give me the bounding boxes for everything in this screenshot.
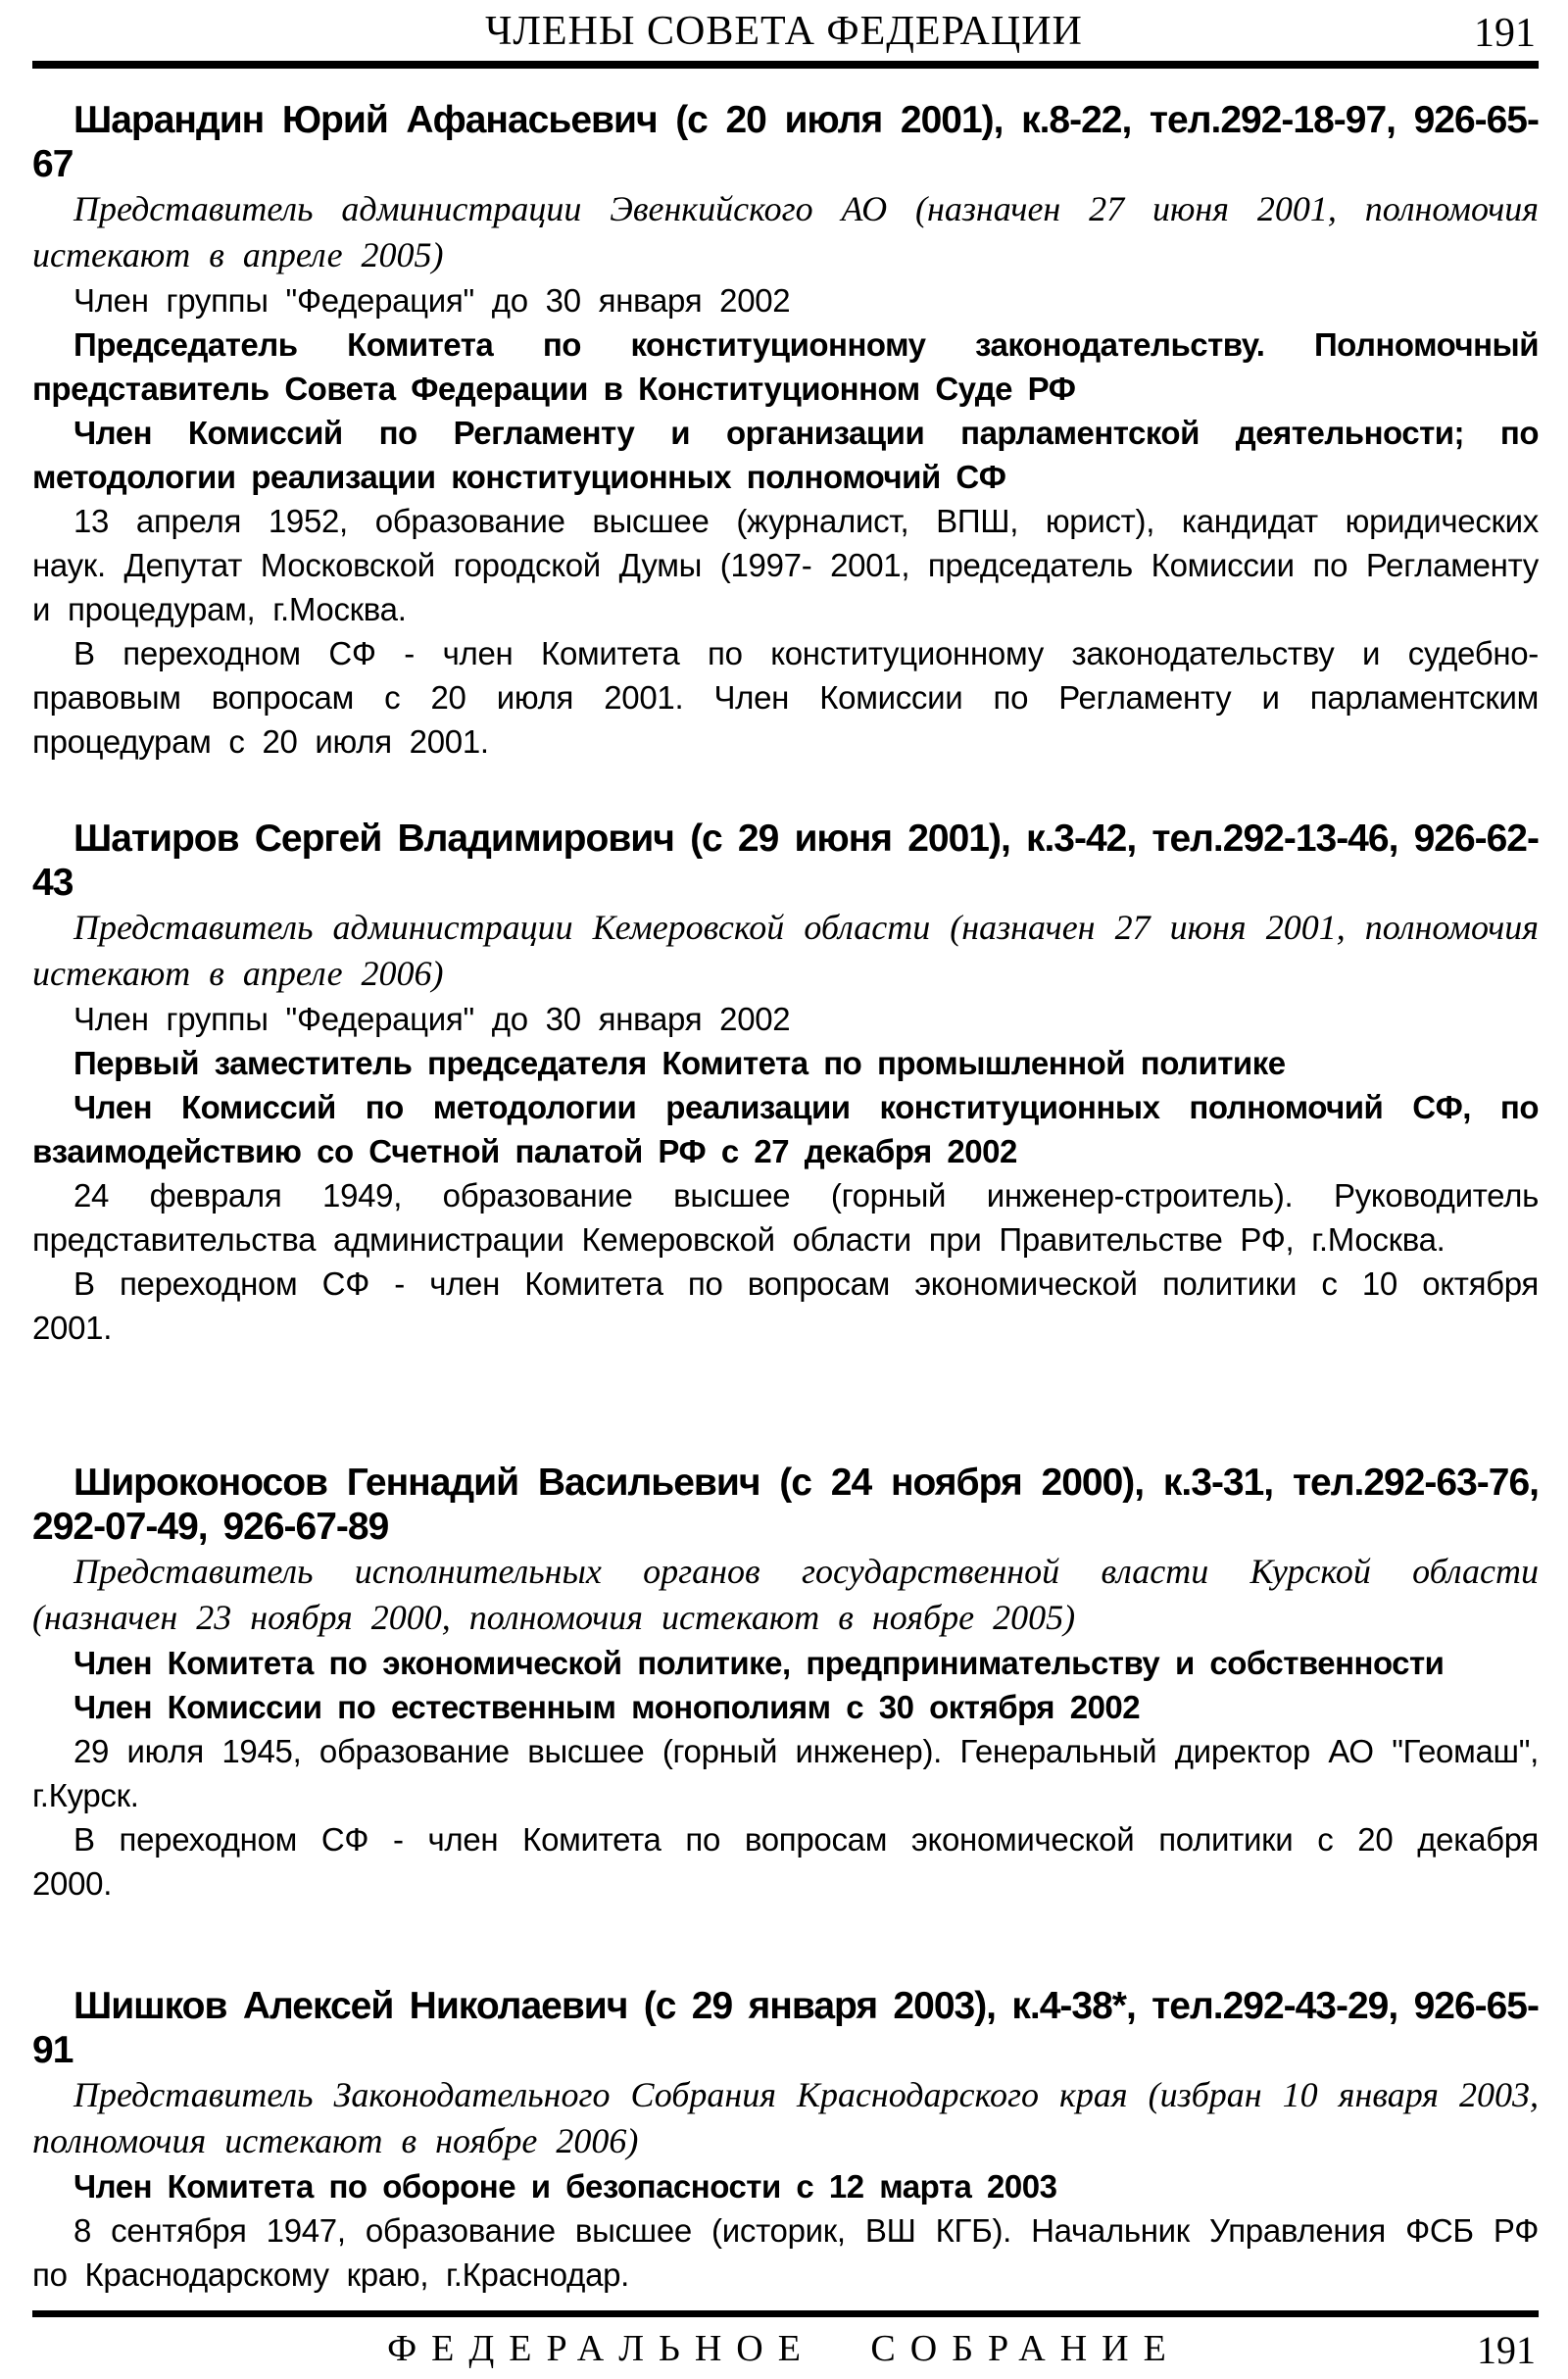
entry-paragraph-bold: Первый заместитель председателя Комитета по промышленной политике xyxy=(74,1045,1286,1081)
member-entry xyxy=(32,98,1539,764)
entry-paragraph-bold: Член Комиссий по Регламенту и организации парламентской деятельности; по методологии реализации конституционных полномочий СФ xyxy=(32,415,1539,495)
entry-paragraph-regular: В переходном СФ - член Комитета по конституционному законодательству и судебно-правовым вопросам с 20 июля 2001. Член Комиссии по Регламенту и парламентским процедурам с 20 июля 2001. xyxy=(32,635,1539,760)
running-header-title: ЧЛЕНЫ СОВЕТА ФЕДЕРАЦИИ xyxy=(485,9,1083,54)
entry-paragraph-regular: 24 февраля 1949, образование высшее (горный инженер-строитель). Руководитель представительства администрации Кемеровской области при Правительстве РФ, г.Москва. xyxy=(32,1177,1539,1258)
entry-paragraph-regular: Член группы "Федерация" до 30 января 2002 xyxy=(74,1001,791,1037)
member-name-heading: Широконосов Геннадий Васильевич (с 24 ноября 2000), к.3-31, тел.292-63-76, 292-07-49, 926-67-89 xyxy=(32,1462,1539,1548)
entry-paragraph-regular: В переходном СФ - член Комитета по вопросам экономической политики с 10 октября 2001. xyxy=(32,1265,1539,1346)
member-entry xyxy=(32,1461,1539,1906)
entry-paragraph-regular: 13 апреля 1952, образование высшее (журналист, ВПШ, юрист), кандидат юридических наук. Депутат Московской городской Думы (1997- 2001, председатель Комиссии по Регламенту и процедурам, г.Москва. xyxy=(32,503,1539,627)
entry-paragraph-regular: Член группы "Федерация" до 30 января 2002 xyxy=(74,282,791,319)
member-name-heading: Шарандин Юрий Афанасьевич (с 20 июля 2001), к.8-22, тел.292-18-97, 926-65-67 xyxy=(32,99,1539,185)
entry-paragraph-bold: Член Комитета по экономической политике, предпринимательству и собственности xyxy=(74,1645,1445,1681)
footer-title: ФЕДЕРАЛЬНОЕ СОБРАНИЕ xyxy=(387,2328,1181,2369)
entry-paragraph-italic: Представитель Законодательного Собрания Краснодарского края (избран 10 января 2003, полномочия истекают в ноябре 2006) xyxy=(32,2075,1539,2160)
header-page-number: 191 xyxy=(1474,11,1536,56)
entry-paragraph-bold: Член Комиссии по естественным монополиям с 30 октября 2002 xyxy=(74,1689,1141,1725)
member-entry xyxy=(32,1984,1539,2297)
entry-paragraph-italic: Представитель администрации Кемеровской области (назначен 27 июня 2001, полномочия истекают в апреле 2006) xyxy=(32,908,1539,993)
footer-page-number: 191 xyxy=(1477,2328,1536,2372)
member-entry xyxy=(32,817,1539,1350)
entry-paragraph-bold: Председатель Комитета по конституционному законодательству. Полномочный представитель Совета Федерации в Конституционном Суде РФ xyxy=(32,326,1539,407)
entry-paragraph-bold: Член Комиссий по методологии реализации конституционных полномочий СФ, по взаимодействию со Счетной палатой РФ с 27 декабря 2002 xyxy=(32,1089,1539,1169)
entry-paragraph-regular: 29 июля 1945, образование высшее (горный инженер). Генеральный директор АО "Геомаш", г.Курск. xyxy=(32,1733,1539,1813)
member-name-heading: Шатиров Сергей Владимирович (с 29 июня 2001), к.3-42, тел.292-13-46, 926-62-43 xyxy=(32,818,1539,904)
entry-paragraph-regular: 8 сентября 1947, образование высшее (историк, ВШ КГБ). Начальник Управления ФСБ РФ по Краснодарскому краю, г.Краснодар. xyxy=(32,2212,1539,2293)
entry-paragraph-bold: Член Комитета по обороне и безопасности с 12 марта 2003 xyxy=(74,2168,1057,2205)
header-rule xyxy=(32,61,1539,69)
entry-paragraph-regular: В переходном СФ - член Комитета по вопросам экономической политики с 20 декабря 2000. xyxy=(32,1821,1539,1902)
entry-paragraph-italic: Представитель администрации Эвенкийского АО (назначен 27 июня 2001, полномочия истекают в апреле 2005) xyxy=(32,189,1539,274)
member-name-heading: Шишков Алексей Николаевич (с 29 января 2003), к.4-38*, тел.292-43-29, 926-65-91 xyxy=(32,1985,1539,2071)
footer-rule xyxy=(32,2310,1539,2317)
entry-paragraph-italic: Представитель исполнительных органов государственной власти Курской области (назначен 23 ноября 2000, полномочия истекают в ноябре 2005) xyxy=(32,1552,1539,1637)
